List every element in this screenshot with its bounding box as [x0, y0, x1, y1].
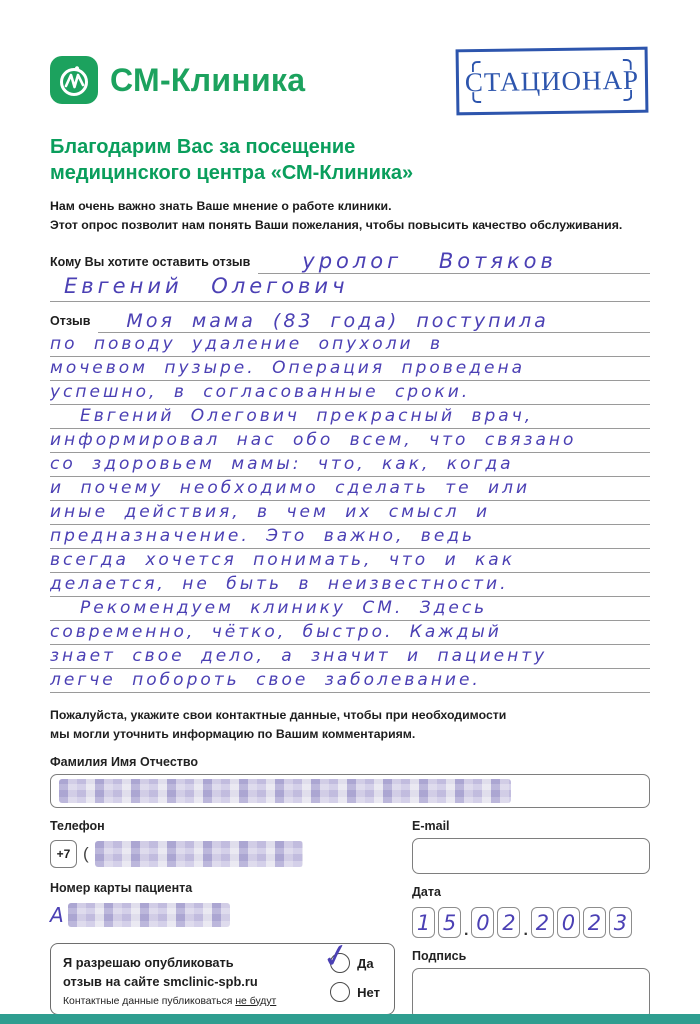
check-icon: ✓	[318, 934, 354, 978]
phone-field	[50, 838, 395, 870]
redacted-full-name	[59, 779, 511, 803]
review-line: современно, чётко, быстро. Каждый	[50, 621, 650, 645]
clinic-name: СМ-Клиника	[110, 61, 306, 98]
review-line: Рекомендуем клинику СМ. Здесь	[50, 597, 650, 621]
full-name-label: Фамилия Имя Отчество	[50, 755, 199, 770]
signature-field	[412, 968, 650, 1020]
review-line: знает свое дело, а значит и пациенту	[50, 645, 650, 669]
page-title	[50, 134, 650, 186]
contact-note-line1: Пожалуйста, укажите свои контактные данные, чтобы при необходимости	[50, 708, 507, 723]
date-digit-box: 0	[557, 907, 580, 938]
review-line: и почему необходимо сделать те или	[50, 477, 650, 501]
date-separator: .	[464, 922, 469, 940]
contact-note	[50, 706, 650, 744]
review-line: предназначение. Это важно, ведь	[50, 525, 650, 549]
date-digit-box: 2	[531, 907, 554, 938]
phone-paren: (	[83, 844, 89, 864]
recipient-label: Кому Вы хотите оставить отзыв	[50, 255, 251, 270]
stamp-text: СТАЦИОНАР	[464, 64, 640, 97]
phone-label: Телефон	[50, 819, 105, 834]
email-label: E-mail	[412, 819, 450, 834]
review-line: Евгений Олегович прекрасный врач,	[50, 405, 650, 429]
review-label: Отзыв	[50, 314, 91, 329]
date-digit-box: 0	[471, 907, 494, 938]
redacted-card-number	[68, 903, 230, 927]
review-handwriting-line: Моя мама (83 года) поступила	[126, 310, 549, 333]
review-line: всегда хочется понимать, что и как	[50, 549, 650, 573]
intro-line2: Этот опрос позволит нам понять Ваши пожелания, чтобы повысить качество обслуживания.	[50, 218, 623, 233]
recipient-handwriting-line2: Евгений Олегович	[64, 274, 349, 299]
full-name-field	[50, 774, 650, 808]
radio-circle-no	[330, 982, 350, 1002]
recipient-handwriting-line1: уролог Вотяков	[302, 249, 557, 274]
stamp-corner-icon	[623, 90, 632, 101]
date-field	[412, 904, 650, 938]
recipient-section	[50, 249, 650, 302]
page-title-line2: медицинского центра «СМ-Клиника»	[50, 162, 414, 184]
review-line: иные действия, в чем их смысл и	[50, 501, 650, 525]
card-number-handwriting: А	[50, 903, 64, 928]
consent-option-no: Нет	[330, 982, 380, 1002]
intro-line1: Нам очень важно знать Ваше мнение о работе клиники.	[50, 199, 392, 213]
clinic-logo-icon	[50, 56, 98, 104]
phone-prefix-box: +7	[50, 840, 77, 868]
date-digit-box: 2	[583, 907, 606, 938]
review-line: успешно, в согласованные сроки.	[50, 381, 650, 405]
review-section	[50, 310, 650, 693]
consent-panel	[50, 934, 395, 1015]
card-number-field	[50, 900, 395, 930]
stamp-corner-icon	[623, 59, 632, 70]
brand-footer-bar	[0, 1014, 700, 1024]
consent-note: Контактные данные публиковаться не будут	[63, 995, 277, 1007]
page-title-line1: Благодарим Вас за посещение	[50, 136, 356, 158]
consent-line1: Я разрешаю опубликовать	[63, 955, 234, 971]
review-line: со здоровьем мамы: что, как, когда	[50, 453, 650, 477]
date-digit-box: 1	[412, 907, 435, 938]
signature-label: Подпись	[412, 949, 467, 964]
review-line: информировал нас обо всем, что связано	[50, 429, 650, 453]
intro-text	[50, 197, 650, 235]
date-label: Дата	[412, 885, 441, 900]
email-field	[412, 838, 650, 874]
review-line: легче побороть свое заболевание.	[50, 669, 650, 693]
date-separator: .	[523, 922, 528, 940]
review-line: делается, не быть в неизвестности.	[50, 573, 650, 597]
redacted-phone	[95, 841, 303, 867]
stationar-stamp	[456, 47, 649, 116]
consent-note-underlined: не будут	[235, 995, 277, 1007]
review-line: мочевом пузыре. Операция проведена	[50, 357, 650, 381]
stamp-corner-icon	[472, 92, 481, 103]
contact-note-line2: мы могли уточнить информацию по Вашим комментариям.	[50, 727, 416, 742]
review-line: по поводу удаление опухоли в	[50, 333, 650, 357]
consent-line2: отзыв на сайте smclinic-spb.ru	[63, 974, 258, 990]
stamp-corner-icon	[472, 61, 481, 72]
date-digit-box: 3	[609, 907, 632, 938]
card-number-label: Номер карты пациента	[50, 881, 193, 896]
date-digit-box: 5	[438, 907, 461, 938]
date-digit-box: 2	[497, 907, 520, 938]
consent-option-yes: ✓ Да	[318, 934, 374, 978]
